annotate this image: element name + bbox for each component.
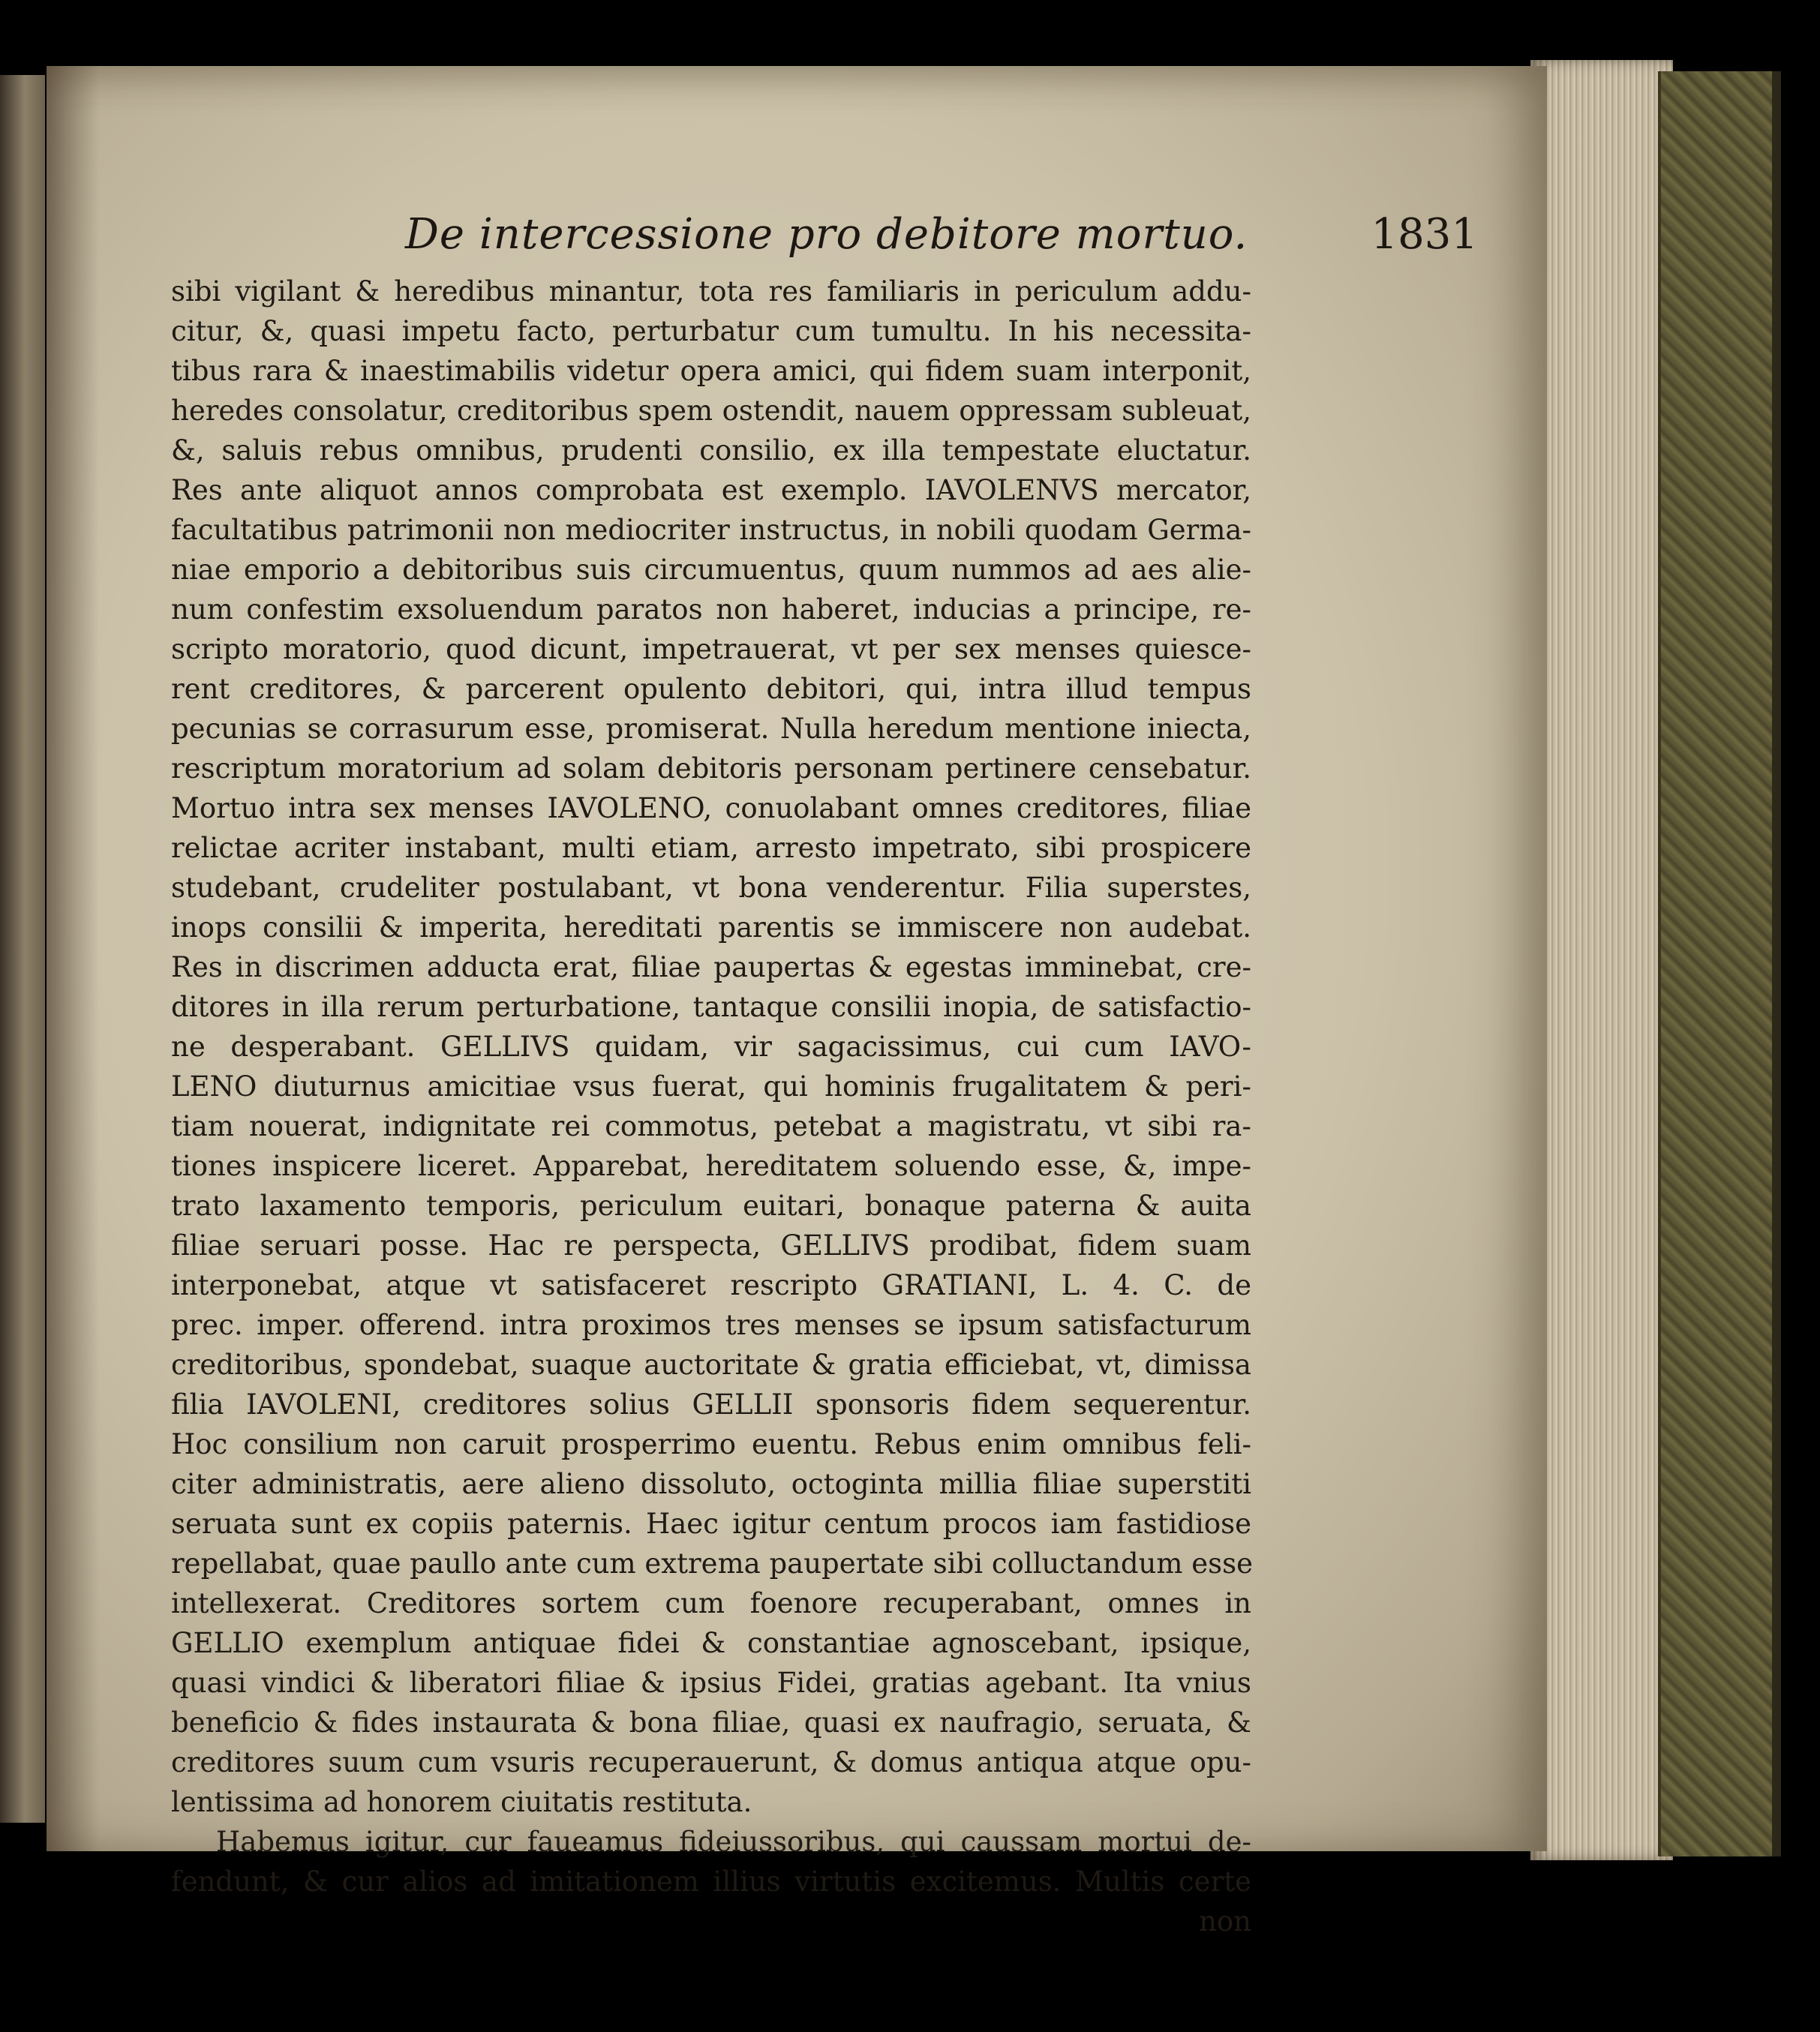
text-line: trato laxamento temporis, periculum euitari, bonaque paterna & auita	[171, 1190, 1251, 1222]
cover-edge	[1772, 71, 1781, 1856]
text-line: LENO diuturnus amicitiae vsus fuerat, qui hominis frugalitatem & peri-	[171, 1070, 1251, 1103]
text-line: Habemus igitur, cur faueamus fideiussoribus, qui caussam mortui de-	[216, 1826, 1251, 1858]
text-line: rescriptum moratorium ad solam debitoris personam pertinere censebatur.	[171, 752, 1251, 785]
text-line: prec. imper. offerend. intra proximos tres menses se ipsum satisfacturum	[171, 1309, 1251, 1341]
text-line: ne desperabant. GELLIVS quidam, vir sagacissimus, cui cum IAVO-	[171, 1031, 1251, 1063]
text-line: Res in discrimen adducta erat, filiae paupertas & egestas imminebat, cre-	[171, 951, 1251, 983]
running-title: De intercessione pro debitore mortuo.	[405, 210, 1248, 259]
text-line: heredes consolatur, creditoribus spem ostendit, nauem oppressam subleuat,	[171, 395, 1251, 427]
text-line: beneficio & fides instaurata & bona filiae, quasi ex naufragio, seruata, &	[171, 1706, 1251, 1739]
text-line: sibi vigilant & heredibus minantur, tota res familiaris in periculum addu-	[171, 275, 1251, 308]
text-line: fendunt, & cur alios ad imitationem illius virtutis excitemus. Multis certe	[171, 1865, 1251, 1898]
text-line: creditoribus, spondebat, suaque auctoritate & gratia efficiebat, vt, dimissa	[171, 1349, 1251, 1381]
text-line: tibus rara & inaestimabilis videtur opera amici, qui fidem suam interponit,	[171, 355, 1251, 387]
text-line: rent creditores, & parcerent opulento debitori, qui, intra illud tempus	[171, 673, 1251, 705]
text-line: scripto moratorio, quod dicunt, impetrauerat, vt per sex menses quiesce-	[171, 633, 1251, 665]
text-line: seruata sunt ex copiis paternis. Haec igitur centum procos iam fastidiose	[171, 1508, 1251, 1540]
page-header	[405, 203, 1508, 270]
page-block-edge	[1530, 60, 1673, 1860]
text-line: pecunias se corrasurum esse, promiserat. Nulla heredum mentione iniecta,	[171, 713, 1251, 745]
text-line: niae emporio a debitoribus suis circumuentus, quum nummos ad aes alie-	[171, 554, 1251, 586]
text-line: ditores in illa rerum perturbatione, tantaque consilii inopia, de satisfactio-	[171, 991, 1251, 1023]
text-line: citur, &, quasi impetu facto, perturbatur cum tumultu. In his necessita-	[171, 315, 1251, 347]
gutter-shadow	[47, 66, 99, 1851]
text-line: relictae acriter instabant, multi etiam, arresto impetrato, sibi prospicere	[171, 832, 1251, 864]
text-line: &, saluis rebus omnibus, prudenti consilio, ex illa tempestate eluctatur.	[171, 434, 1251, 467]
text-line: studebant, crudeliter postulabant, vt bona venderentur. Filia superstes,	[171, 872, 1251, 904]
text-line: Mortuo intra sex menses IAVOLENO, conuolabant omnes creditores, filiae	[171, 792, 1251, 824]
body-text	[171, 272, 1251, 1941]
text-line: filia IAVOLENI, creditores solius GELLII sponsoris fidem sequerentur.	[171, 1388, 1251, 1421]
text-line: lentissima ad honorem ciuitatis restituta.	[171, 1786, 752, 1818]
text-line: GELLIO exemplum antiquae fidei & constantiae agnoscebant, ipsique,	[171, 1627, 1251, 1659]
book-cover-board	[1658, 71, 1781, 1856]
text-line: repellabat, quae paullo ante cum extrema paupertate sibi colluctandum esse	[171, 1547, 1253, 1580]
text-line: citer administratis, aere alieno dissoluto, octoginta millia filiae superstiti	[171, 1468, 1251, 1500]
text-line: Hoc consilium non caruit prosperrimo euentu. Rebus enim omnibus feli-	[171, 1428, 1251, 1460]
catchword: non	[1199, 1905, 1251, 1937]
text-line: creditores suum cum vsuris recuperauerunt, & domus antiqua atque opu-	[171, 1746, 1251, 1778]
text-line: Res ante aliquot annos comprobata est exemplo. IAVOLENVS mercator,	[171, 474, 1251, 506]
text-line: interponebat, atque vt satisfaceret rescripto GRATIANI, L. 4. C. de	[171, 1269, 1251, 1301]
text-line: inops consilii & imperita, hereditati parentis se immiscere non audebat.	[171, 911, 1251, 944]
text-line: num confestim exsoluendum paratos non haberet, inducias a principe, re-	[171, 593, 1251, 626]
facing-page-edge	[0, 75, 45, 1823]
page-number: 1831	[1371, 210, 1478, 259]
text-line: facultatibus patrimonii non mediocriter instructus, in nobili quodam Germa-	[171, 514, 1251, 546]
text-line: filiae seruari posse. Hac re perspecta, GELLIVS prodibat, fidem suam	[171, 1229, 1251, 1262]
text-line: tiones inspicere liceret. Apparebat, hereditatem soluendo esse, &, impe-	[171, 1150, 1251, 1182]
text-line: quasi vindici & liberatori filiae & ipsius Fidei, gratias agebant. Ita vnius	[171, 1667, 1251, 1699]
text-line: intellexerat. Creditores sortem cum foenore recuperabant, omnes in	[171, 1587, 1251, 1619]
text-line: tiam nouerat, indignitate rei commotus, petebat a magistratu, vt sibi ra-	[171, 1110, 1251, 1142]
